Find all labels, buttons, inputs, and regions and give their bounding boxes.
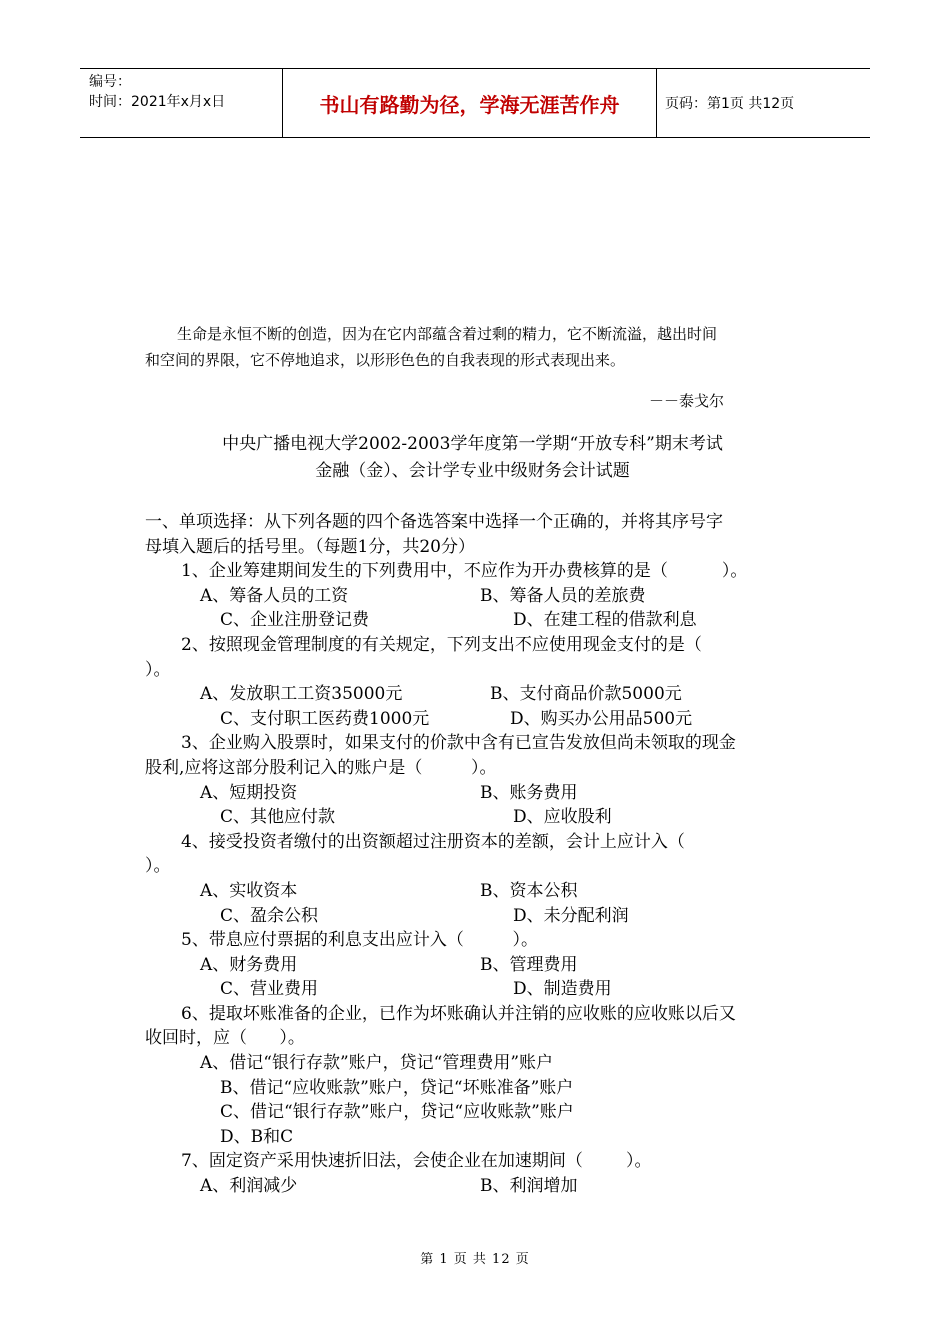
question-5: 5、带息应付票据的利息支出应计入（ ）。 (181, 930, 538, 951)
section-intro-line-1: 一、单项选择：从下列各题的四个备选答案中选择一个正确的，并将其序号字 (145, 512, 723, 532)
question-6-option-d: D、B和C (220, 1126, 294, 1147)
page-footer: 第 1 页 共 12 页 (420, 1252, 530, 1267)
question-3-options-ab (145, 781, 810, 806)
question-3-options-cd (145, 805, 810, 830)
option-c: C、其他应付款 (220, 807, 336, 828)
question-5-options-ab (145, 953, 810, 978)
exam-body (145, 510, 810, 1199)
question-6-option-a: A、借记“银行存款”账户，贷记“管理费用”账户 (200, 1053, 554, 1074)
option-c: C、支付职工医药费1000元 (220, 708, 430, 729)
option-c: C、营业费用 (220, 979, 319, 1000)
header-motto: 书山有路勤为径，学海无涯苦作舟 (283, 69, 657, 137)
page-header (80, 68, 870, 138)
question-2-line-2: ）。 (145, 659, 171, 680)
option-c: C、盈余公积 (220, 905, 319, 926)
option-b: B、筹备人员的差旅费 (480, 585, 646, 606)
quote-line-1: 生命是永恒不断的创造，因为在它内部蕴含着过剩的精力，它不断流溢，越出时间 (177, 325, 718, 343)
question-6-line-1: 6、提取坏账准备的企业，已作为坏账确认并注销的应收账的应收账以后又 (181, 1003, 736, 1024)
quote-block (145, 321, 810, 373)
option-b: B、资本公积 (480, 880, 578, 901)
question-1-options-cd (145, 608, 810, 633)
question-5-options-cd (145, 977, 810, 1002)
option-a: A、实收资本 (200, 880, 298, 901)
question-4-options-cd (145, 904, 810, 929)
option-a: A、利润减少 (200, 1176, 298, 1197)
question-2-line-1: 2、按照现金管理制度的有关规定，下列支出不应使用现金支付的是（ (181, 634, 702, 655)
question-7-options-ab (145, 1174, 810, 1199)
question-1: 1、企业筹建期间发生的下列费用中，不应作为开办费核算的是（ ）。 (181, 561, 748, 582)
quote-author: －－泰戈尔 (648, 392, 724, 410)
question-7: 7、固定资产采用快速折旧法，会使企业在加速期间（ ）。 (181, 1151, 652, 1172)
question-1-options-ab (145, 584, 810, 609)
question-6-option-b: B、借记“应收账款”账户，贷记“坏账准备”账户 (220, 1077, 574, 1098)
header-page-number: 页码：第1页 共12页 (665, 96, 795, 112)
question-4-line-1: 4、接受投资者缴付的出资额超过注册资本的差额，会计上应计入（ (181, 831, 685, 852)
option-c: C、企业注册登记费 (220, 610, 370, 631)
option-b: B、管理费用 (480, 954, 578, 975)
exam-title: 中央广播电视大学2002-2003学年度第一学期“开放专科”期末考试 (222, 434, 723, 454)
option-b: B、账务费用 (480, 782, 578, 803)
option-d: D、在建工程的借款利息 (513, 610, 697, 631)
exam-subtitle: 金融（金）、会计学专业中级财务会计试题 (315, 461, 630, 481)
quote-line-2: 和空间的界限，它不停地追求，以形形色色的自我表现的形式表现出来。 (145, 351, 626, 369)
question-6-line-2: 收回时，应（ ）。 (145, 1028, 305, 1049)
question-2-options-ab (145, 682, 810, 707)
option-d: D、制造费用 (513, 979, 612, 1000)
option-d: D、应收股利 (513, 807, 612, 828)
option-a: A、发放职工工资35000元 (200, 684, 403, 705)
question-6-option-c: C、借记“银行存款”账户，贷记“应收账款”账户 (220, 1102, 574, 1123)
option-a: A、财务费用 (200, 954, 298, 975)
header-info-cell (80, 69, 283, 137)
document-number-label: 编号： (89, 74, 131, 90)
exam-titles (135, 431, 810, 485)
question-3-line-1: 3、企业购入股票时，如果支付的价款中含有已宣告发放但尚未领取的现金 (181, 733, 736, 754)
question-3-line-2: 股利,应将这部分股利记入的账户是（ ）。 (145, 757, 497, 778)
document-time-label: 时间：2021年x月x日 (89, 94, 226, 110)
question-4-options-ab (145, 879, 810, 904)
option-d: D、未分配利润 (513, 905, 629, 926)
option-b: B、利润增加 (480, 1176, 578, 1197)
question-2-options-cd (145, 707, 810, 732)
page-content (145, 321, 810, 1199)
section-intro-line-2: 母填入题后的括号里。（每题1分，共20分） (145, 536, 475, 557)
question-4-line-2: ）。 (145, 856, 171, 877)
option-d: D、购买办公用品500元 (510, 708, 693, 729)
option-a: A、筹备人员的工资 (200, 585, 349, 606)
option-b: B、支付商品价款5000元 (490, 684, 682, 705)
option-a: A、短期投资 (200, 782, 298, 803)
